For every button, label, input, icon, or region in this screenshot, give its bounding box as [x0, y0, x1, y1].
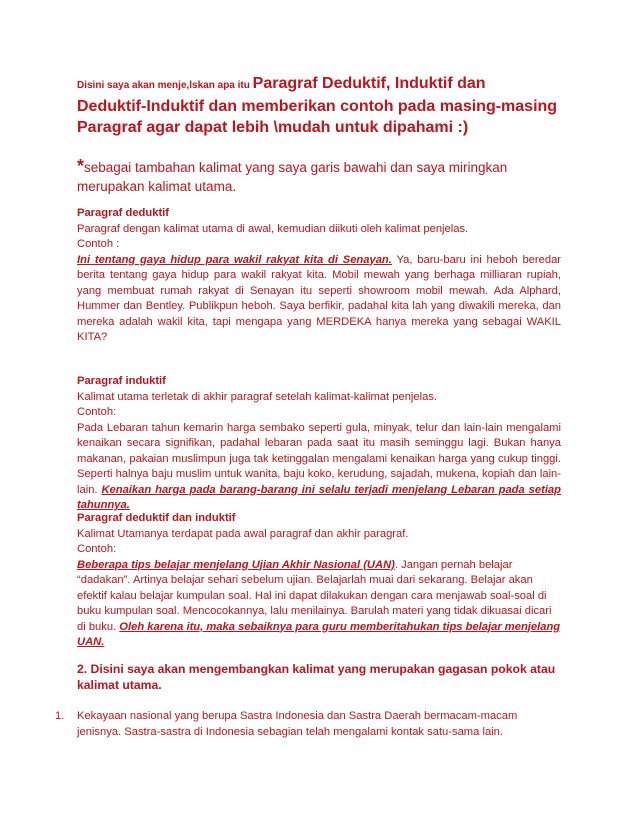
intro-heading	[77, 73, 561, 138]
induktif-heading: Paragraf induktif	[77, 375, 166, 387]
section2-heading: 2. Disini saya akan mengembangkan kalimat yang merupakan gagasan pokok atau kalimat utama.	[77, 662, 556, 692]
deduktif-contoh-label: Contoh :	[77, 238, 120, 250]
induktif-definition: Kalimat utama terletak di akhir paragraf setelah kalimat-kalimat penjelas.	[77, 390, 438, 403]
deduktif-main-sentence: Ini tentang gaya hidup para wakil rakyat kita di Senayan.	[77, 253, 392, 266]
induktif-contoh-label: Contoh:	[77, 406, 117, 418]
intro-small-prefix: Disini saya akan menje,lskan apa itu	[77, 80, 253, 91]
deduktif-example	[77, 253, 561, 346]
campuran-heading: Paragraf deduktif dan induktif	[77, 512, 236, 524]
campuran-contoh-label: Contoh:	[77, 543, 117, 555]
note-text: sebagai tambahan kalimat yang saya garis bawahi dan saya miringkan merupakan kalimat utama.	[77, 160, 508, 194]
deduktif-definition: Paragraf dengan kalimat utama di awal, kemudian diikuti oleh kalimat penjelas.	[77, 222, 469, 235]
campuran-main-sentence-1: Beberapa tips belajar menjelang Ujian Akhir Nasional (UAN)	[77, 558, 395, 571]
campuran-body: . Jangan pernah belajar “dadakan”. Artinya belajar sehari sebelum ujian. Belajarlah muai dari sekarang. Belajar akan efektif kalau belajar kumpulan soal. Hal ini dapat dilakukan dengan cara menjawab soal-soal di buku kumpulan soal. Mencocokannya, lalu menilainya. Barulah materi yang tidak dikuasai dicari di buku.	[77, 558, 552, 633]
campuran-definition: Kalimat Utamanya terdapat pada awal paragraf dan akhir paragraf.	[77, 527, 409, 540]
intro-line2: Deduktif-Induktif dan memberikan contoh pada masing-masing	[77, 98, 558, 115]
section-induktif	[77, 374, 561, 514]
note-star: *	[77, 156, 85, 176]
campuran-main-sentence-2: Oleh karena itu, maka sebaiknya para guru memberitahukan tips belajar menjelang UAN.	[77, 620, 561, 648]
list-item: Kekayaan nasional yang berupa Sastra Indonesia dan Sastra Daerah bermacam-macam jenisnya. Sastra-sastra di Indonesia sebagian telah mengalami kontak satu-sama lain.	[77, 710, 518, 738]
induktif-body: Pada Lebaran tahun kemarin harga sembako seperti gula, minyak, telur dan lain-lain mengalami kenaikan secara signifikan, padahal lebaran pada saat itu masih seminggu lagi. Bukan hanya makanan, pakaian muslimpun juga tak ketinggalan mengalami kenaikan harga yang cukup tinggi. Seperti halnya baju muslim untuk wanita, baju koko, kerudung, sajadah, mukena, kopiah dan lain-lain.	[77, 421, 561, 496]
deduktif-heading: Paragraf deduktif	[77, 207, 170, 219]
campuran-example	[77, 558, 561, 651]
section-campuran	[77, 511, 561, 651]
intro-line1: Paragraf Deduktif, Induktif dan	[252, 75, 486, 92]
induktif-example	[77, 421, 561, 514]
list-number: 1.	[55, 710, 65, 722]
note-paragraph	[77, 157, 561, 196]
section-deduktif	[77, 206, 561, 346]
deduktif-body: Ya, baru-baru ini heboh beredar berita tentang gaya hidup para wakil rakyat kita. Mobil mewah yang berhaga milliaran rupiah, yang membuat rumah rakyat di Senayan itu seperti showroom mobil mewah. Ada Alphard, Hummer dan Bentley. Publikpun heboh. Saya berfikir, padahal kita lah yang diwakili mereka, dan mereka adalah wakil kita, tapi mengapa yang MERDEKA hanya mereka yang sebagai WAKIL KITA?	[77, 253, 562, 343]
intro-line3: Paragraf agar dapat lebih \mudah untuk dipahami :)	[77, 119, 469, 136]
induktif-main-sentence: Kenaikan harga pada barang-barang ini selalu terjadi menjelang Lebaran pada setiap tahunnya.	[77, 483, 561, 511]
